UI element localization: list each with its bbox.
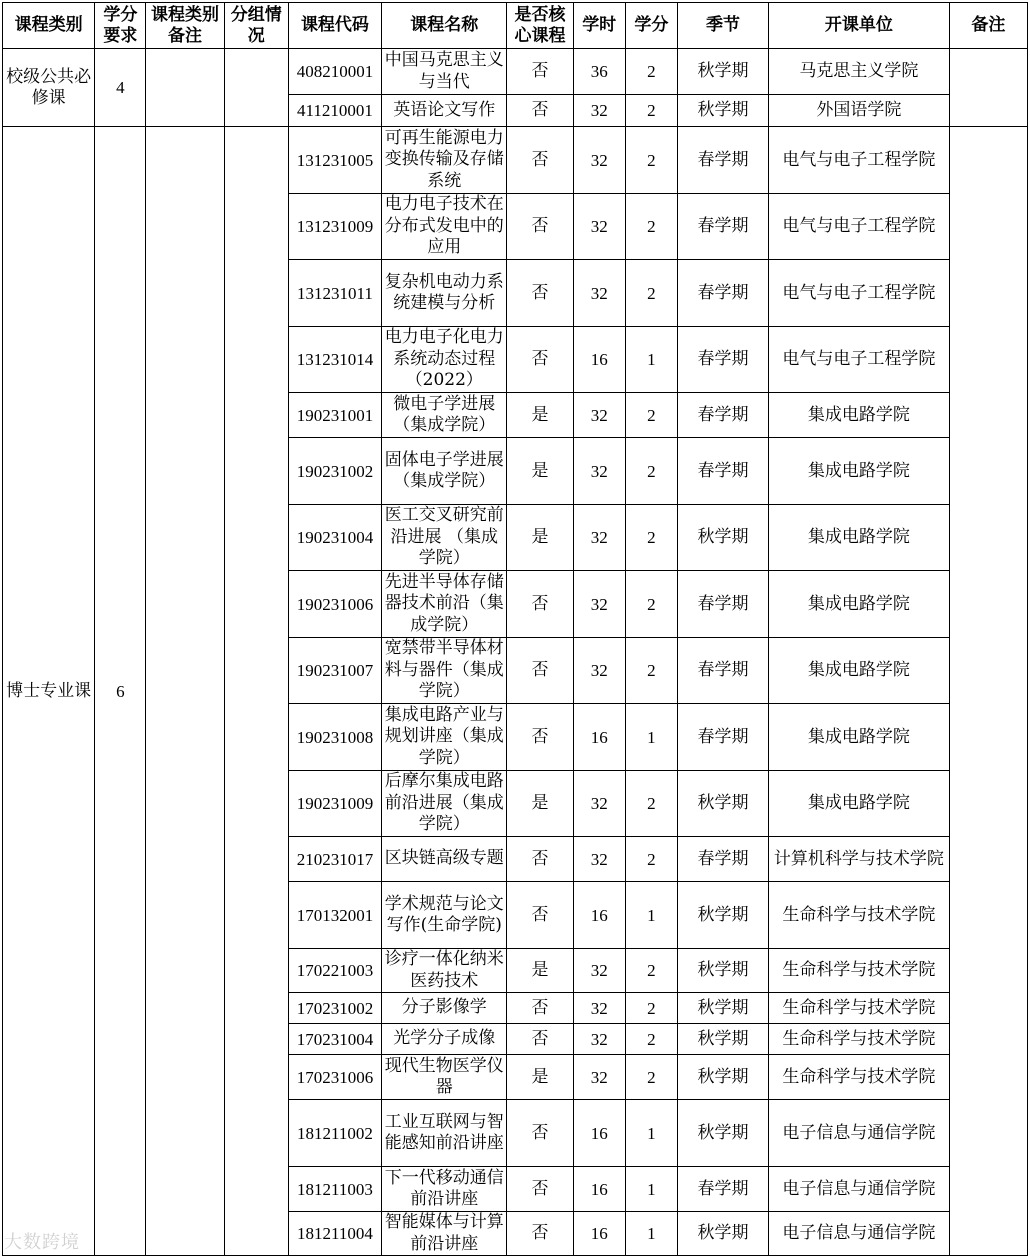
- hours: 32: [573, 194, 625, 260]
- department: 集成电路学院: [769, 704, 950, 771]
- header-row: [3, 3, 1028, 49]
- credits: 2: [625, 95, 677, 127]
- course-name: 分子影像学: [382, 993, 507, 1024]
- core-flag: 否: [507, 1024, 573, 1055]
- department: 集成电路学院: [769, 393, 950, 438]
- credits: 1: [625, 882, 677, 949]
- course-code: 190231002: [288, 438, 381, 505]
- credits: 2: [625, 194, 677, 260]
- course-name: 光学分子成像: [382, 1024, 507, 1055]
- department: 电气与电子工程学院: [769, 127, 950, 194]
- core-flag: 否: [507, 837, 573, 882]
- core-flag: 否: [507, 260, 573, 327]
- hours: 16: [573, 704, 625, 771]
- hours: 32: [573, 837, 625, 882]
- credits: 2: [625, 638, 677, 704]
- core-flag: 否: [507, 571, 573, 638]
- season: 春学期: [677, 260, 768, 327]
- core-flag: 是: [507, 949, 573, 993]
- department: 电气与电子工程学院: [769, 260, 950, 327]
- course-code: 190231001: [288, 393, 381, 438]
- core-flag: 是: [507, 505, 573, 571]
- season: 秋学期: [677, 95, 768, 127]
- core-flag: 否: [507, 194, 573, 260]
- course-code: 131231009: [288, 194, 381, 260]
- department: 电子信息与通信学院: [769, 1167, 950, 1212]
- season: 秋学期: [677, 771, 768, 837]
- course-code: 131231005: [288, 127, 381, 194]
- course-name: 下一代移动通信前沿讲座: [382, 1167, 507, 1212]
- hours: 32: [573, 571, 625, 638]
- course-name: 区块链高级专题: [382, 837, 507, 882]
- credits: 2: [625, 993, 677, 1024]
- season: 春学期: [677, 438, 768, 505]
- table-row: [3, 127, 1028, 194]
- credits-required-cell: 6: [95, 127, 146, 1256]
- course-code: 170231006: [288, 1055, 381, 1100]
- credits: 2: [625, 837, 677, 882]
- hours: 32: [573, 393, 625, 438]
- department: 集成电路学院: [769, 771, 950, 837]
- credits: 2: [625, 571, 677, 638]
- course-name: 可再生能源电力变换传输及存储系统: [382, 127, 507, 194]
- header-season: 季节: [677, 3, 768, 49]
- course-name: 后摩尔集成电路前沿进展（集成学院）: [382, 771, 507, 837]
- hours: 32: [573, 993, 625, 1024]
- core-flag: 否: [507, 882, 573, 949]
- season: 秋学期: [677, 993, 768, 1024]
- course-name: 现代生物医学仪器: [382, 1055, 507, 1100]
- header-credits-required: 学分要求: [95, 3, 146, 49]
- core-flag: 否: [507, 1212, 573, 1256]
- core-flag: 是: [507, 1055, 573, 1100]
- course-code: 170221003: [288, 949, 381, 993]
- department: 生命科学与技术学院: [769, 993, 950, 1024]
- credits: 2: [625, 949, 677, 993]
- season: 春学期: [677, 571, 768, 638]
- hours: 32: [573, 95, 625, 127]
- core-flag: 否: [507, 49, 573, 95]
- season: 春学期: [677, 704, 768, 771]
- course-code: 210231017: [288, 837, 381, 882]
- course-name: 集成电路产业与规划讲座（集成学院）: [382, 704, 507, 771]
- grouping-cell: [224, 49, 288, 127]
- department: 集成电路学院: [769, 571, 950, 638]
- course-name: 中国马克思主义与当代: [382, 49, 507, 95]
- core-flag: 否: [507, 327, 573, 393]
- course-code: 190231004: [288, 505, 381, 571]
- credits: 2: [625, 1024, 677, 1055]
- category-cell: 校级公共必修课: [3, 49, 95, 127]
- season: 春学期: [677, 393, 768, 438]
- season: 秋学期: [677, 1024, 768, 1055]
- credits: 2: [625, 49, 677, 95]
- course-code: 170231004: [288, 1024, 381, 1055]
- course-code: 170231002: [288, 993, 381, 1024]
- credits: 2: [625, 771, 677, 837]
- header-core: 是否核心课程: [507, 3, 573, 49]
- course-name: 先进半导体存储器技术前沿（集成学院）: [382, 571, 507, 638]
- department: 电子信息与通信学院: [769, 1100, 950, 1167]
- department: 集成电路学院: [769, 638, 950, 704]
- department: 外国语学院: [769, 95, 950, 127]
- hours: 32: [573, 438, 625, 505]
- hours: 16: [573, 1212, 625, 1256]
- header-credits: 学分: [625, 3, 677, 49]
- season: 秋学期: [677, 505, 768, 571]
- credits: 2: [625, 260, 677, 327]
- category-note-cell: [146, 127, 224, 1256]
- category-note-cell: [146, 49, 224, 127]
- course-name: 英语论文写作: [382, 95, 507, 127]
- course-name: 学术规范与论文写作(生命学院): [382, 882, 507, 949]
- season: 秋学期: [677, 1055, 768, 1100]
- category-cell: 博士专业课: [3, 127, 95, 1256]
- core-flag: 否: [507, 127, 573, 194]
- course-code: 181211003: [288, 1167, 381, 1212]
- department: 马克思主义学院: [769, 49, 950, 95]
- course-name: 复杂机电动力系统建模与分析: [382, 260, 507, 327]
- credits: 1: [625, 704, 677, 771]
- season: 秋学期: [677, 1100, 768, 1167]
- credits: 1: [625, 327, 677, 393]
- header-code: 课程代码: [288, 3, 381, 49]
- season: 春学期: [677, 638, 768, 704]
- department: 电子信息与通信学院: [769, 1212, 950, 1256]
- course-name: 微电子学进展（集成学院）: [382, 393, 507, 438]
- course-code: 190231009: [288, 771, 381, 837]
- core-flag: 否: [507, 638, 573, 704]
- credits: 2: [625, 438, 677, 505]
- course-code: 170132001: [288, 882, 381, 949]
- course-code: 190231006: [288, 571, 381, 638]
- hours: 32: [573, 505, 625, 571]
- core-flag: 否: [507, 1167, 573, 1212]
- hours: 32: [573, 1055, 625, 1100]
- season: 春学期: [677, 194, 768, 260]
- core-flag: 是: [507, 393, 573, 438]
- credits: 2: [625, 1055, 677, 1100]
- hours: 36: [573, 49, 625, 95]
- course-code: 181211002: [288, 1100, 381, 1167]
- department: 生命科学与技术学院: [769, 1024, 950, 1055]
- course-name: 电力电子化电力系统动态过程（2022）: [382, 327, 507, 393]
- header-name: 课程名称: [382, 3, 507, 49]
- credits: 2: [625, 127, 677, 194]
- course-name: 诊疗一体化纳米医药技术: [382, 949, 507, 993]
- core-flag: 否: [507, 993, 573, 1024]
- season: 春学期: [677, 327, 768, 393]
- credits: 2: [625, 393, 677, 438]
- course-code: 131231011: [288, 260, 381, 327]
- hours: 32: [573, 127, 625, 194]
- hours: 32: [573, 1024, 625, 1055]
- remark-cell: [949, 49, 1027, 127]
- header-remark: 备注: [949, 3, 1027, 49]
- credits: 1: [625, 1167, 677, 1212]
- hours: 32: [573, 949, 625, 993]
- department: 生命科学与技术学院: [769, 949, 950, 993]
- header-grouping: 分组情况: [224, 3, 288, 49]
- course-code: 131231014: [288, 327, 381, 393]
- course-code: 190231008: [288, 704, 381, 771]
- header-hours: 学时: [573, 3, 625, 49]
- remark-cell: [949, 127, 1027, 1256]
- core-flag: 是: [507, 771, 573, 837]
- department: 生命科学与技术学院: [769, 1055, 950, 1100]
- season: 秋学期: [677, 882, 768, 949]
- course-name: 电力电子技术在分布式发电中的应用: [382, 194, 507, 260]
- credits-required-cell: 4: [95, 49, 146, 127]
- header-category-note: 课程类别备注: [146, 3, 224, 49]
- credits: 2: [625, 505, 677, 571]
- credits: 1: [625, 1212, 677, 1256]
- season: 秋学期: [677, 1212, 768, 1256]
- core-flag: 否: [507, 1100, 573, 1167]
- course-code: 408210001: [288, 49, 381, 95]
- hours: 16: [573, 882, 625, 949]
- course-name: 智能媒体与计算前沿讲座: [382, 1212, 507, 1256]
- course-name: 医工交叉研究前沿进展 （集成学院）: [382, 505, 507, 571]
- course-name: 宽禁带半导体材料与器件（集成学院）: [382, 638, 507, 704]
- season: 春学期: [677, 1167, 768, 1212]
- table-row: [3, 49, 1028, 95]
- hours: 16: [573, 1100, 625, 1167]
- department: 电气与电子工程学院: [769, 327, 950, 393]
- hours: 16: [573, 1167, 625, 1212]
- hours: 32: [573, 771, 625, 837]
- course-name: 固体电子学进展（集成学院）: [382, 438, 507, 505]
- hours: 16: [573, 327, 625, 393]
- course-code: 411210001: [288, 95, 381, 127]
- hours: 32: [573, 260, 625, 327]
- department: 计算机科学与技术学院: [769, 837, 950, 882]
- header-dept: 开课单位: [769, 3, 950, 49]
- core-flag: 否: [507, 95, 573, 127]
- season: 春学期: [677, 837, 768, 882]
- watermark: 大数跨境: [4, 1232, 80, 1253]
- course-table: [2, 2, 1028, 1256]
- course-code: 181211004: [288, 1212, 381, 1256]
- department: 生命科学与技术学院: [769, 882, 950, 949]
- season: 秋学期: [677, 49, 768, 95]
- grouping-cell: [224, 127, 288, 1256]
- department: 集成电路学院: [769, 505, 950, 571]
- department: 电气与电子工程学院: [769, 194, 950, 260]
- core-flag: 否: [507, 704, 573, 771]
- hours: 32: [573, 638, 625, 704]
- department: 集成电路学院: [769, 438, 950, 505]
- credits: 1: [625, 1100, 677, 1167]
- course-name: 工业互联网与智能感知前沿讲座: [382, 1100, 507, 1167]
- season: 秋学期: [677, 949, 768, 993]
- season: 春学期: [677, 127, 768, 194]
- core-flag: 是: [507, 438, 573, 505]
- course-code: 190231007: [288, 638, 381, 704]
- header-category: 课程类别: [3, 3, 95, 49]
